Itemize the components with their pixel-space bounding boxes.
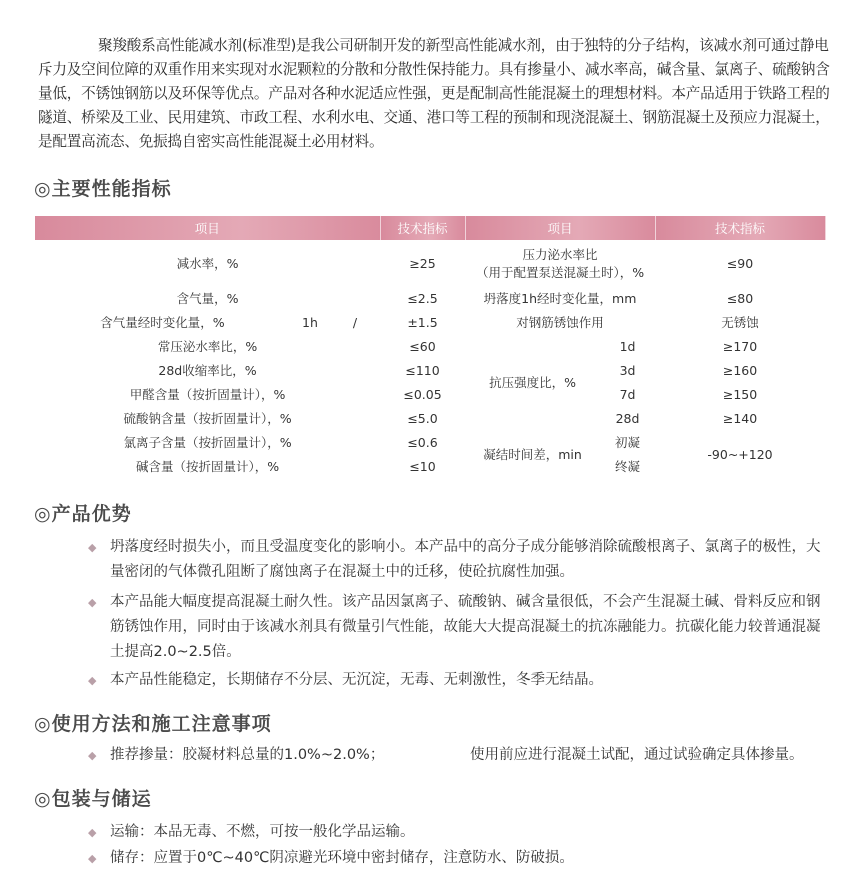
value-cell: ≤80 [726,290,754,306]
table-row [35,382,825,406]
item-cell: 硫酸钠含量（按折固量计），% [123,411,292,426]
value-cell: ≤90 [726,255,754,271]
item-cell: 氯离子含量（按折固量计），% [123,435,292,450]
value-cell: ≤10 [409,458,436,474]
item-cell: 常压泌水率比，% [157,339,258,354]
item-cell: 坍落度1h经时变化量，mm [483,291,637,306]
diamond-icon: ◆ [88,826,97,839]
list-item [88,590,833,665]
header-value: 技术指标 [380,216,465,240]
intro-paragraph: 聚羧酸系高性能减水剂(标准型)是我公司研制开发的新型高性能减水剂，由于独特的分子结构，该减水剂可通过静电斥力及空间位障的双重作用来实现对水泥颗粒的分散和分散性保持能力。具有掺量小、减水率高，碱含量、氯离子、硫酸钠含量低，不锈蚀钢筋以及环保等优点。产品对各种水泥适应性强，更是配制高性能混凝土的理想材料。本产品适用于铁路工程的隧道、桥梁及工业、民用建筑、市政工程、水利水电、交通、港口等工程的预制和现浇混凝土、钢筋混凝土及预应力混凝土，是配置高流态、免振捣自密实高性能混凝土必用材料。 [38,37,830,150]
diamond-icon: ◆ [88,541,97,554]
list-item [88,820,833,845]
table-row [35,286,825,310]
list-item-text [110,743,833,768]
table-row [35,334,825,358]
dosage-text: 推荐掺量：胶凝材料总量的1.0%~2.0%； [110,747,385,763]
header-item: 项目 [35,216,380,240]
header-value: 技术指标 [655,216,825,240]
list-item [88,668,833,693]
table-row [35,358,825,382]
header-item: 项目 [465,216,655,240]
list-item-text: 运输：本品无毒、不燃，可按一般化学品运输。 [110,824,415,840]
age-cell: 28d [615,410,640,426]
list-item-text: 储存：应置于0℃~40℃阴凉避光环境中密封储存，注意防水、防破损。 [110,850,574,866]
diamond-icon: ◆ [88,852,97,865]
item-line: （用于配置泵送混凝土时），% [475,265,645,280]
value-cell: ±1.5 [407,314,438,330]
sub-cell: 1h [302,314,318,330]
list-item-text: 本产品能大幅度提高混凝土耐久性。该产品因氯离子、硫酸钠、碱含量很低，不会产生混凝土碱、骨料反应和钢筋锈蚀作用，同时由于该减水剂具有微量引气性能，故能大大提高混凝土的抗冻融能力。抗碳化能力较普通混凝土提高2.0~2.5倍。 [110,594,821,660]
value-cell: -90~+120 [707,446,773,462]
sub-cell: 终凝 [615,459,641,474]
separator-cell: / [352,314,358,330]
item-cell: 对钢筋锈蚀作用 [516,315,604,330]
item-cell: 抗压强度比，% [489,375,576,390]
section-heading-packaging: ◎包装与储运 [34,788,152,810]
value-cell: ≥25 [409,255,436,271]
trial-text: 使用前应进行混凝土试配，通过试验确定具体掺量。 [470,747,804,763]
table-row [35,406,825,430]
list-item [88,743,833,768]
value-cell: ≤0.6 [407,434,438,450]
value-cell: ≥150 [722,386,758,402]
section-heading-usage: ◎使用方法和施工注意事项 [34,713,272,735]
list-item [88,846,833,871]
list-item-text: 本产品性能稳定，长期储存不分层、无沉淀，无毒、无刺激性，冬季无结晶。 [110,672,603,688]
spec-table [35,216,826,478]
list-item [88,535,833,585]
value-cell: 无锈蚀 [721,315,759,330]
item-cell [465,240,655,286]
list-item-text: 坍落度经时损失小，而且受温度变化的影响小。本产品中的高分子成分能够消除硫酸根离子、氯离子的极性，大量密闭的气体微孔阻断了腐蚀离子在混凝土中的迁移，使砼抗腐性加强。 [110,539,821,580]
age-cell: 1d [619,338,636,354]
sub-cell: 初凝 [615,435,641,450]
value-cell: ≤110 [405,362,440,378]
item-cell: 凝结时间差，min [483,447,582,462]
item-cell: 28d收缩率比，% [158,363,257,378]
section-heading-spec: ◎主要性能指标 [34,178,172,200]
item-line: 压力泌水率比 [522,247,598,262]
value-cell: ≥140 [722,410,758,426]
value-cell: ≤5.0 [407,410,438,426]
diamond-icon: ◆ [88,749,97,762]
item-cell: 含气量，% [176,291,239,306]
table-row [35,310,825,334]
value-cell: ≥170 [722,338,758,354]
diamond-icon: ◆ [88,674,97,687]
age-cell: 3d [619,362,636,378]
item-cell: 含气量经时变化量，% [100,315,225,330]
value-cell: ≤2.5 [407,290,438,306]
item-cell: 减水率，% [176,256,239,271]
age-cell: 7d [619,386,636,402]
value-cell: ≥160 [722,362,758,378]
value-cell: ≤0.05 [403,386,442,402]
item-cell: 甲醛含量（按折固量计），% [129,387,286,402]
table-row [35,430,825,454]
item-cell: 碱含量（按折固量计），% [135,459,280,474]
table-header-row [35,216,825,240]
diamond-icon: ◆ [88,596,97,609]
table-row [35,240,825,286]
section-heading-advantages: ◎产品优势 [34,503,132,525]
value-cell: ≤60 [409,338,436,354]
